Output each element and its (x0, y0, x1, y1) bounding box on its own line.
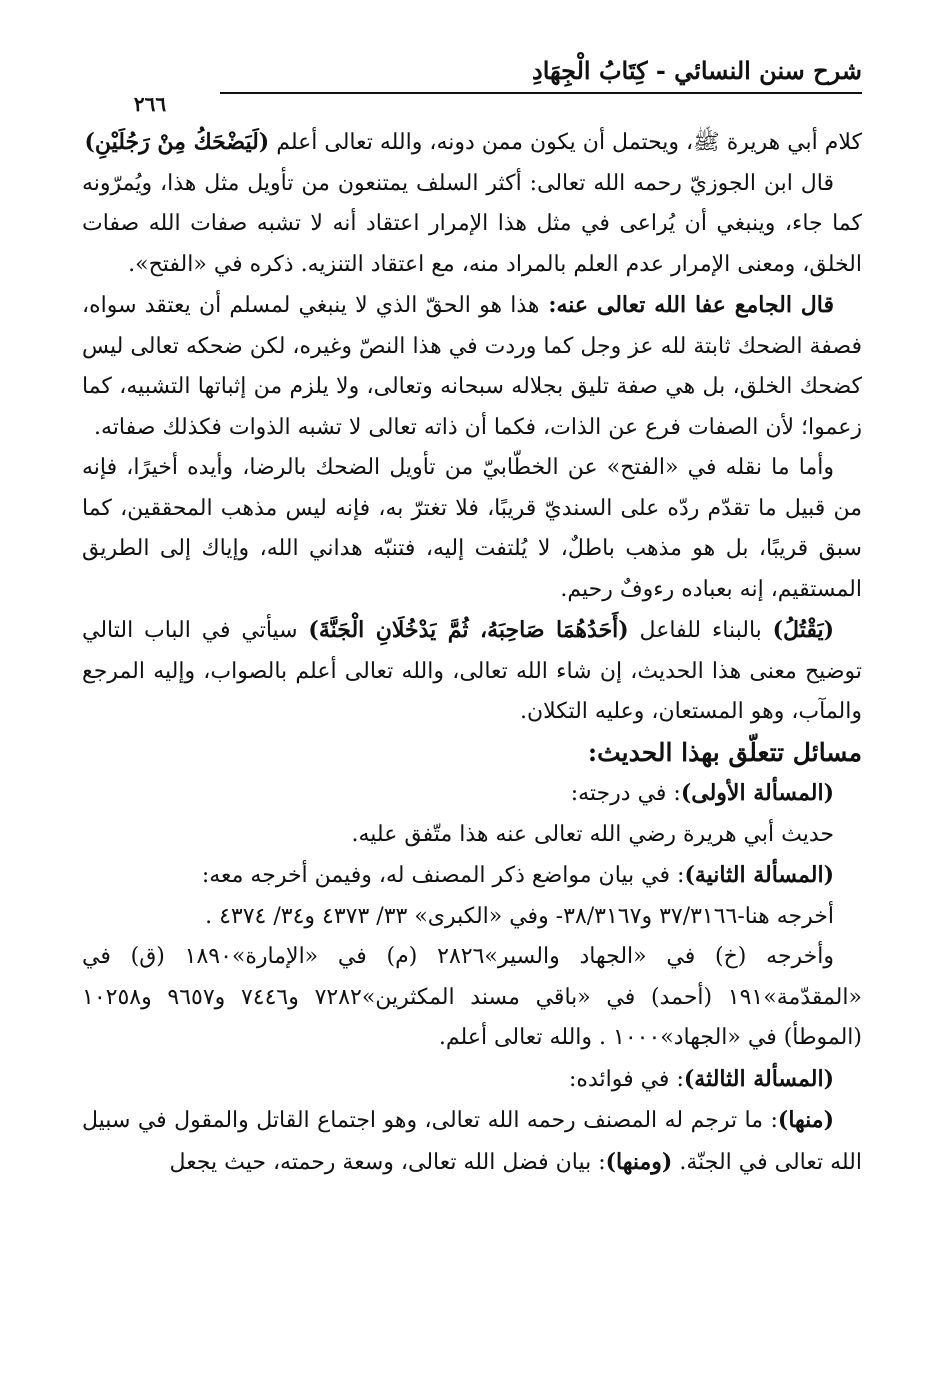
page-body (82, 122, 862, 1183)
issue-1-detail: حديث أبي هريرة رضي الله تعالى عنه هذا متّفق عليه. (351, 821, 834, 847)
issue-2 (82, 855, 862, 897)
paragraph-2: قال ابن الجوزيّ رحمه الله تعالى: أكثر السلف يمتنعون من تأويل مثل هذا، ويُمرّونه كما جاء، وينبغي أن يُراعى في مثل هذا الإمرار اعتقاد أنه لا تشبه صفات الله صفات الخلق، ومعنى الإمرار عدم العلم بالمراد منه، مع اعتقاد التنزيه. ذكره في «الفتح». (82, 170, 862, 277)
paragraph-3 (82, 285, 862, 448)
paragraph-1-text: كلام أبي هريرة ﷺ، ويحتمل أن يكون ممن دونه، والله تعالى أعلم (269, 130, 862, 155)
compiler-note-label: قال الجامع عفا الله تعالى عنه: (539, 292, 835, 318)
benefit-2-text: : بيان فضل الله تعالى، وسعة رحمته، حيث يجعل (169, 1149, 606, 1175)
issue-2-title: : في بيان مواضع ذكر المصنف له، وفيمن أخرجه معه: (201, 863, 685, 888)
hadith-word: (يَقْتُلُ) (772, 617, 834, 643)
paragraph-5-text-2: سيأتي في الباب التالي توضيح معنى هذا الحديث، إن شاء الله تعالى، والله تعالى أعلم بالصواب، وإليه المرجع والمآب، وهو المستعان، وعليه التكلان. (82, 618, 862, 724)
paragraph-1 (82, 122, 862, 164)
page-number: ٢٦٦ (80, 92, 220, 116)
running-title: شرح سنن النسائي - كِتَابُ الْجِهَادِ (532, 56, 862, 85)
issue-2-label: (المسألة الثانية) (684, 862, 834, 888)
paragraph-5 (82, 610, 862, 733)
issue-3-detail (82, 1100, 862, 1183)
section-heading: مسائل تتعلّق بهذا الحديث: (587, 737, 862, 767)
hadith-quote: (لَيَضْحَكُ مِنْ رَجُلَيْنِ) (84, 129, 270, 155)
paragraph-4: وأما ما نقله في «الفتح» عن الخطّابيّ من تأويل الضحك بالرضا، وأيده أخيرًا، فإنه من قبيل ما تقدّم ردّه على السنديّ قريبًا، فلا تغترّ به، فإنه ليس مذهب المحققين، كما سبق قريبًا، بل هو مذهب باطلٌ، لا يُلتفت إليه، فتنبّه هداني الله، وإياك إلى الطريق المستقيم، إنه بعباده رءوفٌ رحيم. (82, 455, 862, 602)
issue-3-title: : في فوائده: (569, 1066, 684, 1092)
issue-1 (82, 773, 862, 815)
issue-3-label: (المسألة الثالثة) (683, 1065, 834, 1092)
benefit-1-text: : ما ترجم له المصنف رحمه الله تعالى، وهو اجتماع القاتل والمقول في سبيل الله تعالى في الجنّة. (82, 1108, 862, 1175)
paragraph-3-text: هذا هو الحقّ الذي لا ينبغي لمسلم أن يعتقد سواه، فصفة الضحك ثابتة لله عز وجل كما وردت في هذا النصّ وغيره، لكن ضحكه تعالى ليس كضحك الخلق، بل هي صفة تليق بجلاله سبحانه وتعالى، ولا يلزم من إثباتها التشبيه، كما زعموا؛ لأن الصفات فرع عن الذات، فكما أن ذاته تعالى لا تشبه الذوات فكذلك صفاته. (82, 293, 862, 440)
benefit-2-label: (ومنها) (605, 1148, 673, 1175)
paragraph-5-text-1: بالبناء للفاعل (628, 618, 773, 643)
issue-2-detail-1: أخرجه هنا-٣٧/٣١٦٦ و٣٨/٣١٦٧- وفي «الكبرى» ٣٣/ ٤٣٧٣ و٣٤/ ٤٣٧٤ . (205, 903, 834, 929)
benefit-1-label: (منها) (777, 1107, 834, 1133)
page-header (80, 52, 862, 116)
issue-1-title: : في درجته: (570, 781, 681, 806)
hadith-phrase: (أَحَدُهُمَا صَاحِبَهُ، ثُمَّ يَدْخُلَانِ الْجَنَّةَ) (308, 617, 629, 643)
issue-1-label: (المسألة الأولى) (680, 780, 834, 806)
issue-2-detail-2: وأخرجه (خ) في «الجهاد والسير»٢٨٢٦ (م) في «الإمارة»١٨٩٠ (ق) في «المقدّمة»١٩١ (أحمد) في «باقي مسند المكثرين»٧٢٨٢ و٧٤٤٦ و٩٦٥٧ و١٠٢٥٨ (الموطأ) في «الجهاد»١٠٠٠ . والله تعالى أعلم. (82, 944, 862, 1050)
issue-3 (82, 1059, 862, 1101)
